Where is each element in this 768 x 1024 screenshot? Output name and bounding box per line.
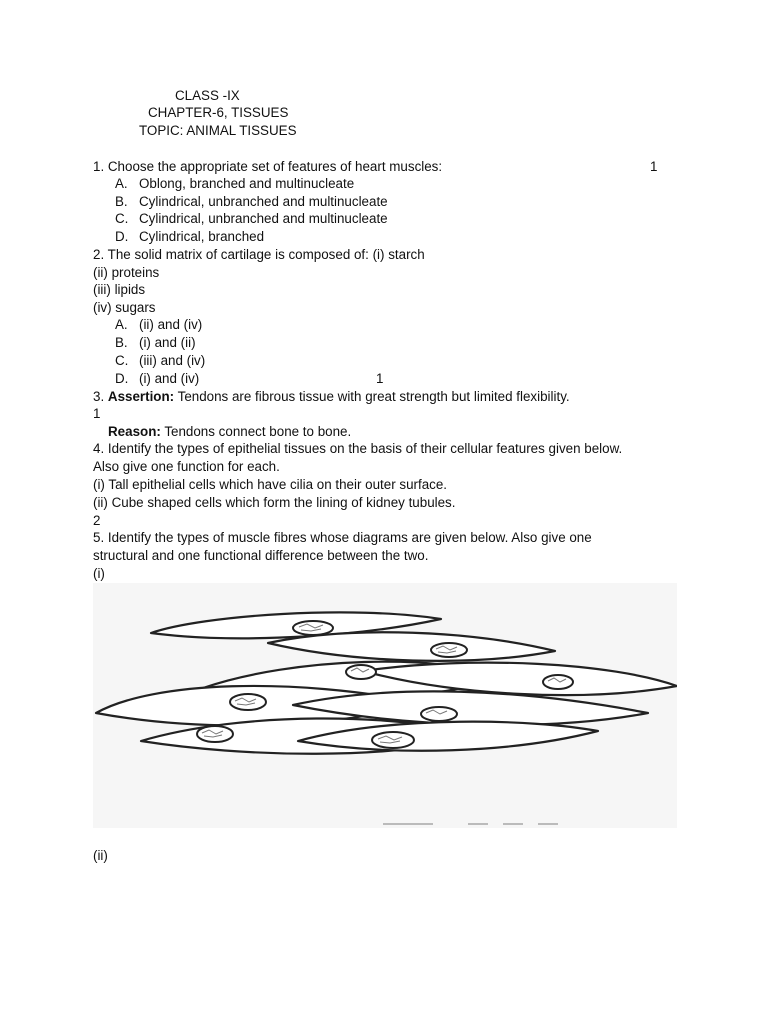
q1-option-d bbox=[115, 228, 264, 245]
q2-option-d bbox=[115, 370, 199, 387]
question-1-text: 1. Choose the appropriate set of features of heart muscles: bbox=[93, 159, 443, 174]
q2-option-b bbox=[115, 334, 196, 351]
question-5-line-1: 5. Identify the types of muscle fibres whose diagrams are given below. Also give one bbox=[93, 530, 592, 545]
question-number: 3. bbox=[93, 389, 105, 404]
question-2-text: 2. The solid matrix of cartilage is composed of: (i) starch bbox=[93, 247, 425, 262]
option-text: Cylindrical, unbranched and multinucleate bbox=[139, 211, 388, 226]
option-letter: C. bbox=[115, 353, 129, 368]
option-letter: C. bbox=[115, 211, 129, 226]
diagram-label-i: (i) bbox=[93, 566, 105, 581]
q2-item-ii: (ii) proteins bbox=[93, 265, 160, 280]
smooth-muscle-fibres-diagram bbox=[93, 583, 677, 828]
topic-heading: TOPIC: ANIMAL TISSUES bbox=[139, 123, 297, 138]
assertion-label: Assertion: bbox=[107, 389, 175, 404]
q1-option-c bbox=[115, 210, 388, 227]
diagram-label-ii: (ii) bbox=[93, 848, 108, 863]
q2-option-c bbox=[115, 352, 205, 369]
option-letter: A. bbox=[115, 317, 128, 332]
question-4-line-2: Also give one function for each. bbox=[93, 459, 280, 474]
option-letter: B. bbox=[115, 194, 128, 209]
question-3-reason bbox=[108, 423, 351, 440]
question-4-part-ii: (ii) Cube shaped cells which form the lining of kidney tubules. bbox=[93, 495, 456, 510]
option-letter: D. bbox=[115, 229, 129, 244]
option-text: Cylindrical, unbranched and multinucleate bbox=[139, 194, 388, 209]
option-text: (i) and (iv) bbox=[139, 371, 200, 386]
q2-option-a bbox=[115, 316, 202, 333]
option-text: (i) and (ii) bbox=[139, 335, 196, 350]
question-1-marks: 1 bbox=[650, 159, 658, 174]
question-4-part-i: (i) Tall epithelial cells which have cilia on their outer surface. bbox=[93, 477, 448, 492]
question-4-marks: 2 bbox=[93, 513, 101, 528]
q2-item-iv: (iv) sugars bbox=[93, 300, 156, 315]
option-text: (iii) and (iv) bbox=[139, 353, 206, 368]
option-text: Cylindrical, branched bbox=[139, 229, 265, 244]
assertion-text: Tendons are fibrous tissue with great strength but limited flexibility. bbox=[177, 389, 570, 404]
option-text: (ii) and (iv) bbox=[139, 317, 203, 332]
option-letter: B. bbox=[115, 335, 128, 350]
q2-item-iii: (iii) lipids bbox=[93, 282, 146, 297]
question-5-line-2: structural and one functional difference between the two. bbox=[93, 548, 429, 563]
class-heading: CLASS -IX bbox=[175, 88, 240, 103]
question-2-marks: 1 bbox=[376, 371, 384, 386]
option-text: Oblong, branched and multinucleate bbox=[139, 176, 355, 191]
reason-text: Tendons connect bone to bone. bbox=[164, 424, 352, 439]
q1-option-a bbox=[115, 175, 354, 192]
chapter-heading: CHAPTER-6, TISSUES bbox=[148, 105, 289, 120]
nucleus bbox=[543, 675, 573, 689]
nucleus bbox=[346, 665, 376, 679]
question-3-marks: 1 bbox=[93, 406, 101, 421]
option-letter: D. bbox=[115, 371, 129, 386]
question-4-line-1: 4. Identify the types of epithelial tissues on the basis of their cellular features given below. bbox=[93, 441, 623, 456]
question-3-assertion bbox=[93, 388, 570, 405]
nucleus bbox=[293, 621, 333, 635]
q1-option-b bbox=[115, 193, 388, 210]
option-letter: A. bbox=[115, 176, 128, 191]
reason-label: Reason: bbox=[108, 424, 161, 439]
